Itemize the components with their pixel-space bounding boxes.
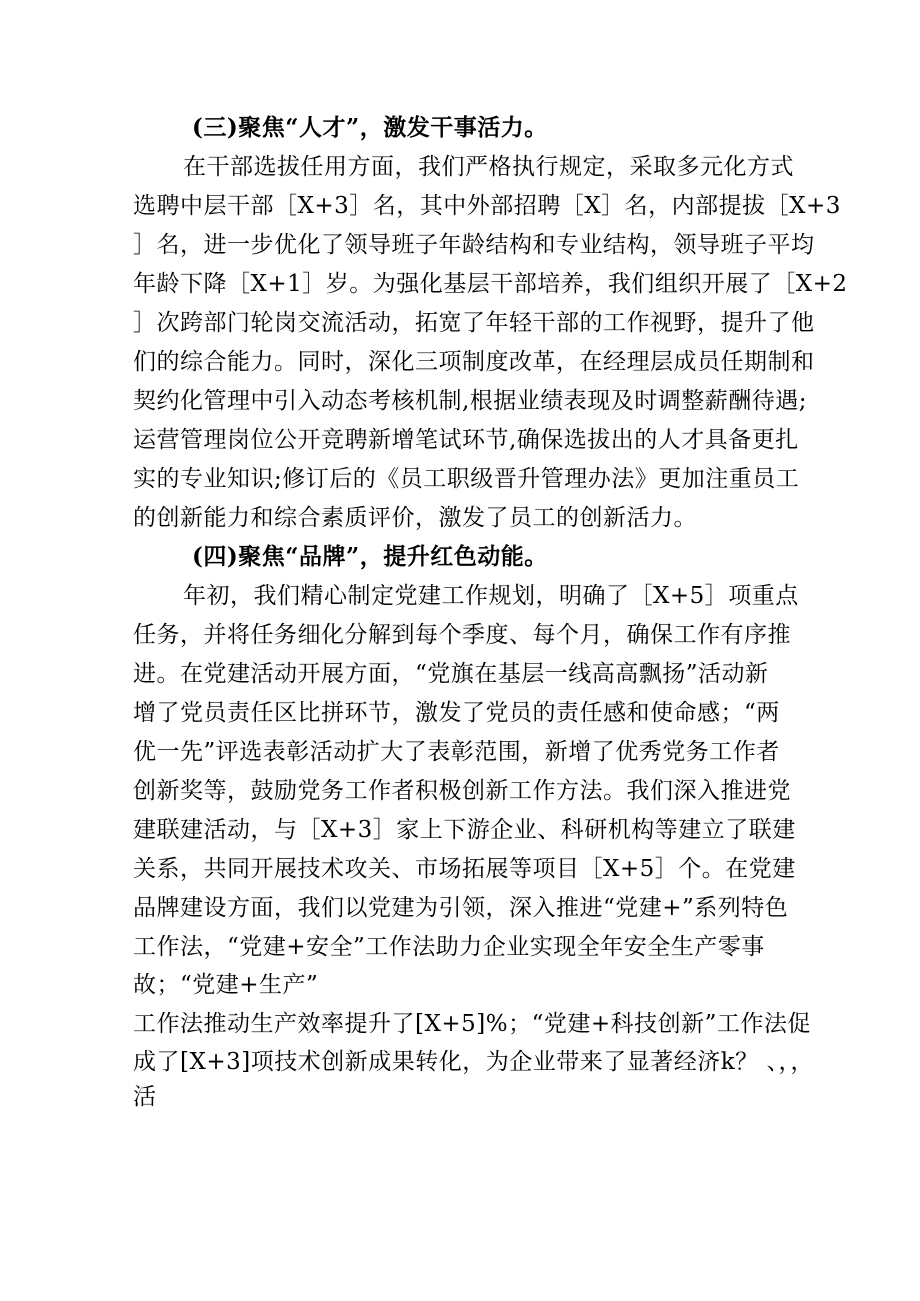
section-3-line: 的创新能力和综合素质评价，激发了员工的创新活力。 xyxy=(133,505,697,531)
section-4-line: 创新奖等，鼓励党务工作者积极创新工作方法。我们深入推进党 xyxy=(133,778,791,804)
section-3-line: 运营管理岗位公开竞聘新增笔试环节,确保选拔出的人才具备更扎 xyxy=(133,427,799,453)
section-4-line: 工作法，“党建+安全”工作法助力企业实现全年安全生产零事 xyxy=(133,934,765,960)
section-4-line: 故；“党建+生产” xyxy=(133,972,319,998)
section-4-line: 增了党员责任区比拼环节，激发了党员的责任感和使命感；“两 xyxy=(133,700,780,726)
section-4-line: 年初，我们精心制定党建工作规划，明确了［X+5］项重点 xyxy=(183,583,799,609)
section-3-line: ］次跨部门轮岗交流活动，拓宽了年轻干部的工作视野，提升了他 xyxy=(133,310,815,336)
section-4-line: 成了[X+3]项技术创新成果转化，为企业带来了显著经济k？ 、，， xyxy=(133,1049,814,1075)
section-3-line: 年龄下降［X+1］岁。为强化基层干部培养，我们组织开展了［X+2 xyxy=(133,271,848,297)
section-4-line: 关系，共同开展技术攻关、市场拓展等项目［X+5］个。在党建 xyxy=(133,856,796,882)
section-3-line: ］名，进一步优化了领导班子年龄结构和专业结构，领导班子平均 xyxy=(133,232,815,258)
section-4-line: 任务，并将任务细化分解到每个季度、每个月，确保工作有序推 xyxy=(133,622,791,648)
section-4-line: 建联建活动，与［X+3］家上下游企业、科研机构等建立了联建 xyxy=(133,817,796,843)
section-3-line: 们的综合能力。同时，深化三项制度改革，在经理层成员任期制和 xyxy=(133,349,815,375)
section-4-line: 进。在党建活动开展方面，“党旗在基层一线高高飘扬”活动新 xyxy=(133,661,769,687)
section-4-line: 活 xyxy=(133,1084,157,1110)
section-3-heading: (三)聚焦“人才”，激发干事活力。 xyxy=(192,114,548,141)
section-4-heading: (四)聚焦“品牌”，提升红色动能。 xyxy=(192,543,548,570)
section-3-line: 契约化管理中引入动态考核机制,根据业绩表现及时调整薪酬待遇; xyxy=(133,388,808,414)
section-3-line: 在干部选拔任用方面，我们严格执行规定，采取多元化方式 xyxy=(183,154,794,180)
section-4-line: 品牌建设方面，我们以党建为引领，深入推进“党建+”系列特色 xyxy=(133,895,789,921)
section-3-line: 实的专业知识;修订后的《员工职级晋升管理办法》更加注重员工 xyxy=(133,466,800,492)
section-4-line: 工作法推动生产效率提升了[X+5]%；“党建+科技创新”工作法促 xyxy=(133,1011,811,1037)
section-4-line: 优一先”评选表彰活动扩大了表彰范围，新增了优秀党务工作者 xyxy=(133,739,780,765)
section-3-line: 选聘中层干部［X+3］名，其中外部招聘［X］名，内部提拔［X+3 xyxy=(133,193,841,219)
